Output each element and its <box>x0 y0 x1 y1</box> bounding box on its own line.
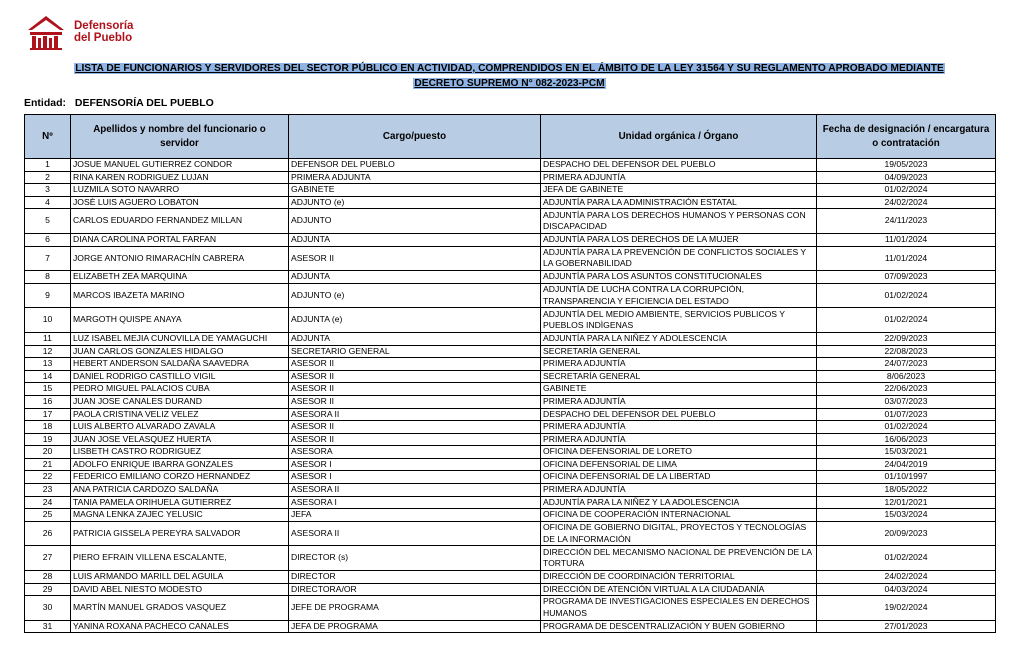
cell-position: ADJUNTO <box>289 209 541 234</box>
cell-position: DEFENSOR DEL PUEBLO <box>289 159 541 172</box>
entity-value: DEFENSORÍA DEL PUEBLO <box>74 97 214 109</box>
cell-date: 07/09/2023 <box>817 271 996 284</box>
cell-name: LUZMILA SOTO NAVARRO <box>71 184 289 197</box>
cell-number: 11 <box>25 332 71 345</box>
cell-date: 24/02/2024 <box>817 571 996 584</box>
cell-position: ASESOR II <box>289 370 541 383</box>
cell-position: ASESOR II <box>289 433 541 446</box>
cell-unit: JEFA DE GABINETE <box>541 184 817 197</box>
cell-name: YANINA ROXANA PACHECO CANALES <box>71 620 289 633</box>
table-row <box>25 332 996 345</box>
cell-position: SECRETARIO GENERAL <box>289 345 541 358</box>
cell-unit: PROGRAMA DE DESCENTRALIZACIÓN Y BUEN GOBIERNO <box>541 620 817 633</box>
table-row <box>25 433 996 446</box>
cell-number: 6 <box>25 233 71 246</box>
cell-name: LUIS ARMANDO MARILL DEL AGUILA <box>71 571 289 584</box>
cell-position: ASESORA <box>289 446 541 459</box>
cell-name: TANIA PAMELA ORIHUELA GUTIERREZ <box>71 496 289 509</box>
cell-date: 16/06/2023 <box>817 433 996 446</box>
cell-name: MARCOS IBAZETA MARINO <box>71 283 289 308</box>
cell-unit: DIRECCIÓN DE COORDINACIÓN TERRITORIAL <box>541 571 817 584</box>
cell-name: JORGE ANTONIO RIMARACHÍN CABRERA <box>71 246 289 271</box>
cell-unit: OFICINA DEFENSORIAL DE LA LIBERTAD <box>541 471 817 484</box>
cell-unit: PRIMERA ADJUNTÍA <box>541 421 817 434</box>
cell-position: ADJUNTA <box>289 271 541 284</box>
cell-name: DAVID ABEL NIESTO MODESTO <box>71 583 289 596</box>
column-header-name: Apellidos y nombre del funcionario o servidor <box>71 115 289 159</box>
cell-name: LUIS ALBERTO ALVARADO ZAVALA <box>71 421 289 434</box>
cell-position: JEFE DE PROGRAMA <box>289 596 541 621</box>
cell-position: ASESOR II <box>289 383 541 396</box>
cell-position: GABINETE <box>289 184 541 197</box>
cell-unit: PRIMERA ADJUNTÍA <box>541 433 817 446</box>
cell-number: 16 <box>25 395 71 408</box>
cell-position: ADJUNTA <box>289 233 541 246</box>
cell-date: 01/02/2024 <box>817 283 996 308</box>
cell-name: PATRICIA GISSELA PEREYRA SALVADOR <box>71 521 289 546</box>
cell-date: 04/03/2024 <box>817 583 996 596</box>
table-row <box>25 383 996 396</box>
cell-name: PIERO EFRAIN VILLENA ESCALANTE, <box>71 546 289 571</box>
cell-number: 21 <box>25 458 71 471</box>
table-row <box>25 596 996 621</box>
table-row <box>25 283 996 308</box>
table-row <box>25 471 996 484</box>
cell-number: 20 <box>25 446 71 459</box>
cell-unit: SECRETARÍA GENERAL <box>541 345 817 358</box>
cell-unit: DIRECCIÓN DEL MECANISMO NACIONAL DE PREVENCIÓN DE LA TORTURA <box>541 546 817 571</box>
cell-date: 27/01/2023 <box>817 620 996 633</box>
table-header-row <box>25 115 996 159</box>
table-row <box>25 345 996 358</box>
cell-unit: ADJUNTÍA PARA LOS DERECHOS HUMANOS Y PERSONAS CON DISCAPACIDAD <box>541 209 817 234</box>
cell-date: 01/02/2024 <box>817 308 996 333</box>
table-row <box>25 159 996 172</box>
cell-number: 8 <box>25 271 71 284</box>
cell-name: LUZ ISABEL MEJIA CUNOVILLA DE YAMAGUCHI <box>71 332 289 345</box>
cell-number: 29 <box>25 583 71 596</box>
cell-unit: OFICINA DEFENSORIAL DE LORETO <box>541 446 817 459</box>
table-row <box>25 620 996 633</box>
cell-unit: PROGRAMA DE INVESTIGACIONES ESPECIALES EN DERECHOS HUMANOS <box>541 596 817 621</box>
cell-name: JUAN JOSE VELASQUEZ HUERTA <box>71 433 289 446</box>
cell-position: ASESORA I <box>289 496 541 509</box>
cell-unit: PRIMERA ADJUNTÍA <box>541 395 817 408</box>
cell-number: 18 <box>25 421 71 434</box>
cell-name: CARLOS EDUARDO FERNANDEZ MILLAN <box>71 209 289 234</box>
cell-name: ADOLFO ENRIQUE IBARRA GONZALES <box>71 458 289 471</box>
cell-position: ADJUNTO (e) <box>289 283 541 308</box>
cell-number: 30 <box>25 596 71 621</box>
cell-unit: ADJUNTÍA PARA LA PREVENCIÓN DE CONFLICTOS SOCIALES Y LA GOBERNABILIDAD <box>541 246 817 271</box>
cell-date: 01/02/2024 <box>817 421 996 434</box>
entity-label: Entidad: <box>24 97 66 109</box>
cell-number: 19 <box>25 433 71 446</box>
cell-position: JEFA DE PROGRAMA <box>289 620 541 633</box>
document-title-line-2: DECRETO SUPREMO N° 082-2023-PCM <box>414 78 605 89</box>
table-row <box>25 370 996 383</box>
table-row <box>25 546 996 571</box>
cell-unit: ADJUNTÍA DE LUCHA CONTRA LA CORRUPCIÓN, TRANSPARENCIA Y EFICIENCIA DEL ESTADO <box>541 283 817 308</box>
cell-date: 24/02/2024 <box>817 196 996 209</box>
officials-table <box>24 114 996 633</box>
table-row <box>25 421 996 434</box>
cell-date: 15/03/2024 <box>817 509 996 522</box>
cell-number: 9 <box>25 283 71 308</box>
cell-name: JOSÈ LUIS AGUERO LOBATON <box>71 196 289 209</box>
cell-number: 5 <box>25 209 71 234</box>
cell-number: 22 <box>25 471 71 484</box>
table-row <box>25 408 996 421</box>
cell-number: 1 <box>25 159 71 172</box>
cell-position: ASESOR II <box>289 421 541 434</box>
cell-name: JUAN JOSE CANALES DURAND <box>71 395 289 408</box>
cell-number: 3 <box>25 184 71 197</box>
cell-name: MAGNA LENKA ZAJEC YELUSIC <box>71 509 289 522</box>
column-header-unit: Unidad orgánica / Órgano <box>541 115 817 159</box>
cell-position: ASESORA II <box>289 484 541 497</box>
table-row <box>25 446 996 459</box>
cell-unit: DIRECCIÓN DE ATENCIÓN VIRTUAL A LA CIUDADANÍA <box>541 583 817 596</box>
cell-unit: SECRETARÍA GENERAL <box>541 370 817 383</box>
cell-date: 11/01/2024 <box>817 246 996 271</box>
cell-unit: ADJUNTÍA DEL MEDIO AMBIENTE, SERVICIOS PUBLICOS Y PUEBLOS INDÌGENAS <box>541 308 817 333</box>
cell-position: ASESOR I <box>289 458 541 471</box>
cell-name: JOSUE MANUEL GUTIERREZ CONDOR <box>71 159 289 172</box>
cell-date: 11/01/2024 <box>817 233 996 246</box>
cell-position: ASESOR II <box>289 358 541 371</box>
cell-date: 22/06/2023 <box>817 383 996 396</box>
table-row <box>25 496 996 509</box>
cell-position: ASESOR II <box>289 395 541 408</box>
logo-line-1: Defensoría <box>74 20 134 32</box>
cell-position: JEFA <box>289 509 541 522</box>
cell-unit: PRIMERA ADJUNTÍA <box>541 484 817 497</box>
cell-date: 24/11/2023 <box>817 209 996 234</box>
cell-unit: ADJUNTÍA PARA LA NIÑEZ Y LA ADOLESCENCIA <box>541 496 817 509</box>
cell-position: DIRECTOR (s) <box>289 546 541 571</box>
cell-unit: OFICINA DE GOBIERNO DIGITAL, PROYECTOS Y TECNOLOGÍAS DE LA INFORMACIÓN <box>541 521 817 546</box>
cell-number: 17 <box>25 408 71 421</box>
cell-name: MARTÍN MANUEL GRADOS VASQUEZ <box>71 596 289 621</box>
cell-unit: DESPACHO DEL DEFENSOR DEL PUEBLO <box>541 408 817 421</box>
cell-position: ASESORA II <box>289 408 541 421</box>
cell-date: 04/09/2023 <box>817 171 996 184</box>
cell-number: 31 <box>25 620 71 633</box>
cell-unit: ADJUNTÍA PARA LA ADMINISTRACIÓN ESTATAL <box>541 196 817 209</box>
cell-position: ADJUNTA (e) <box>289 308 541 333</box>
cell-number: 27 <box>25 546 71 571</box>
document-title-line-1: LISTA DE FUNCIONARIOS Y SERVIDORES DEL SECTOR PÚBLICO EN ACTIVIDAD, COMPRENDIDOS EN EL ÁMBITO DE LA LEY 31564 Y SU REGLAMENTO APROBADO MEDIANTE <box>75 63 944 74</box>
cell-unit: GABINETE <box>541 383 817 396</box>
cell-position: DIRECTORA/OR <box>289 583 541 596</box>
cell-number: 13 <box>25 358 71 371</box>
table-row <box>25 196 996 209</box>
cell-date: 01/02/2024 <box>817 546 996 571</box>
cell-position: ADJUNTA <box>289 332 541 345</box>
cell-name: PEDRO MIGUEL PALACIOS CUBA <box>71 383 289 396</box>
cell-name: ANA PATRICIA CARDOZO SALDAÑA <box>71 484 289 497</box>
cell-date: 24/04/2019 <box>817 458 996 471</box>
column-header-position: Cargo/puesto <box>289 115 541 159</box>
cell-name: ELIZABETH ZEA MARQUINA <box>71 271 289 284</box>
cell-date: 15/03/2021 <box>817 446 996 459</box>
cell-name: RINA KAREN RODRIGUEZ LUJAN <box>71 171 289 184</box>
cell-date: 24/07/2023 <box>817 358 996 371</box>
column-header-number: Nº <box>25 115 71 159</box>
cell-name: FEDERICO EMILIANO CORZO HERNANDEZ <box>71 471 289 484</box>
cell-number: 15 <box>25 383 71 396</box>
table-row <box>25 571 996 584</box>
column-header-date: Fecha de designación / encargatura o contratación <box>817 115 996 159</box>
cell-position: ASESORA II <box>289 521 541 546</box>
logo-icon <box>24 8 68 52</box>
cell-position: ASESOR I <box>289 471 541 484</box>
cell-date: 19/02/2024 <box>817 596 996 621</box>
cell-unit: ADJUNTÍA PARA LOS DERECHOS DE LA MUJER <box>541 233 817 246</box>
table-row <box>25 484 996 497</box>
cell-date: 22/09/2023 <box>817 332 996 345</box>
cell-position: ADJUNTO (e) <box>289 196 541 209</box>
cell-unit: ADJUNTÍA PARA LOS ASUNTOS CONSTITUCIONALES <box>541 271 817 284</box>
table-row <box>25 395 996 408</box>
cell-unit: ADJUNTÍA PARA LA NIÑEZ Y ADOLESCENCIA <box>541 332 817 345</box>
cell-date: 8/06/2023 <box>817 370 996 383</box>
cell-unit: PRIMERA ADJUNTÍA <box>541 358 817 371</box>
cell-number: 4 <box>25 196 71 209</box>
table-row <box>25 271 996 284</box>
cell-number: 25 <box>25 509 71 522</box>
cell-date: 19/05/2023 <box>817 159 996 172</box>
cell-position: PRIMERA ADJUNTA <box>289 171 541 184</box>
cell-name: DANIEL RODRIGO CASTILLO VIGIL <box>71 370 289 383</box>
cell-number: 7 <box>25 246 71 271</box>
cell-unit: OFICINA DE COOPERACIÓN INTERNACIONAL <box>541 509 817 522</box>
cell-date: 22/08/2023 <box>817 345 996 358</box>
table-row <box>25 246 996 271</box>
cell-unit: DESPACHO DEL DEFENSOR DEL PUEBLO <box>541 159 817 172</box>
cell-number: 26 <box>25 521 71 546</box>
entity-line <box>24 97 214 109</box>
cell-number: 23 <box>25 484 71 497</box>
cell-date: 20/09/2023 <box>817 521 996 546</box>
table-row <box>25 509 996 522</box>
cell-number: 2 <box>25 171 71 184</box>
cell-date: 01/02/2024 <box>817 184 996 197</box>
cell-date: 01/10/1997 <box>817 471 996 484</box>
table-row <box>25 583 996 596</box>
table-row <box>25 233 996 246</box>
table-row <box>25 458 996 471</box>
table-row <box>25 358 996 371</box>
cell-name: DIANA CAROLINA PORTAL FARFAN <box>71 233 289 246</box>
cell-number: 14 <box>25 370 71 383</box>
cell-name: MARGOTH QUISPE ANAYA <box>71 308 289 333</box>
table-row <box>25 209 996 234</box>
logo-line-2: del Pueblo <box>74 32 133 44</box>
cell-name: LISBETH CASTRO RODRIGUEZ <box>71 446 289 459</box>
cell-number: 12 <box>25 345 71 358</box>
logo <box>24 8 174 52</box>
cell-date: 12/01/2021 <box>817 496 996 509</box>
cell-name: JUAN CARLOS GONZALES HIDALGO <box>71 345 289 358</box>
table-body <box>25 159 996 633</box>
table-row <box>25 171 996 184</box>
table-row <box>25 308 996 333</box>
cell-name: HEBERT ANDERSON SALDAÑA SAAVEDRA <box>71 358 289 371</box>
cell-position: DIRECTOR <box>289 571 541 584</box>
logo-text <box>74 20 133 44</box>
cell-date: 03/07/2023 <box>817 395 996 408</box>
cell-date: 18/05/2022 <box>817 484 996 497</box>
cell-number: 24 <box>25 496 71 509</box>
cell-unit: PRIMERA ADJUNTÍA <box>541 171 817 184</box>
table-row <box>25 521 996 546</box>
cell-name: PAOLA CRISTINA VELIZ VELEZ <box>71 408 289 421</box>
table-row <box>25 184 996 197</box>
cell-position: ASESOR II <box>289 246 541 271</box>
cell-number: 28 <box>25 571 71 584</box>
cell-unit: OFICINA DEFENSORIAL DE LIMA <box>541 458 817 471</box>
cell-number: 10 <box>25 308 71 333</box>
cell-date: 01/07/2023 <box>817 408 996 421</box>
